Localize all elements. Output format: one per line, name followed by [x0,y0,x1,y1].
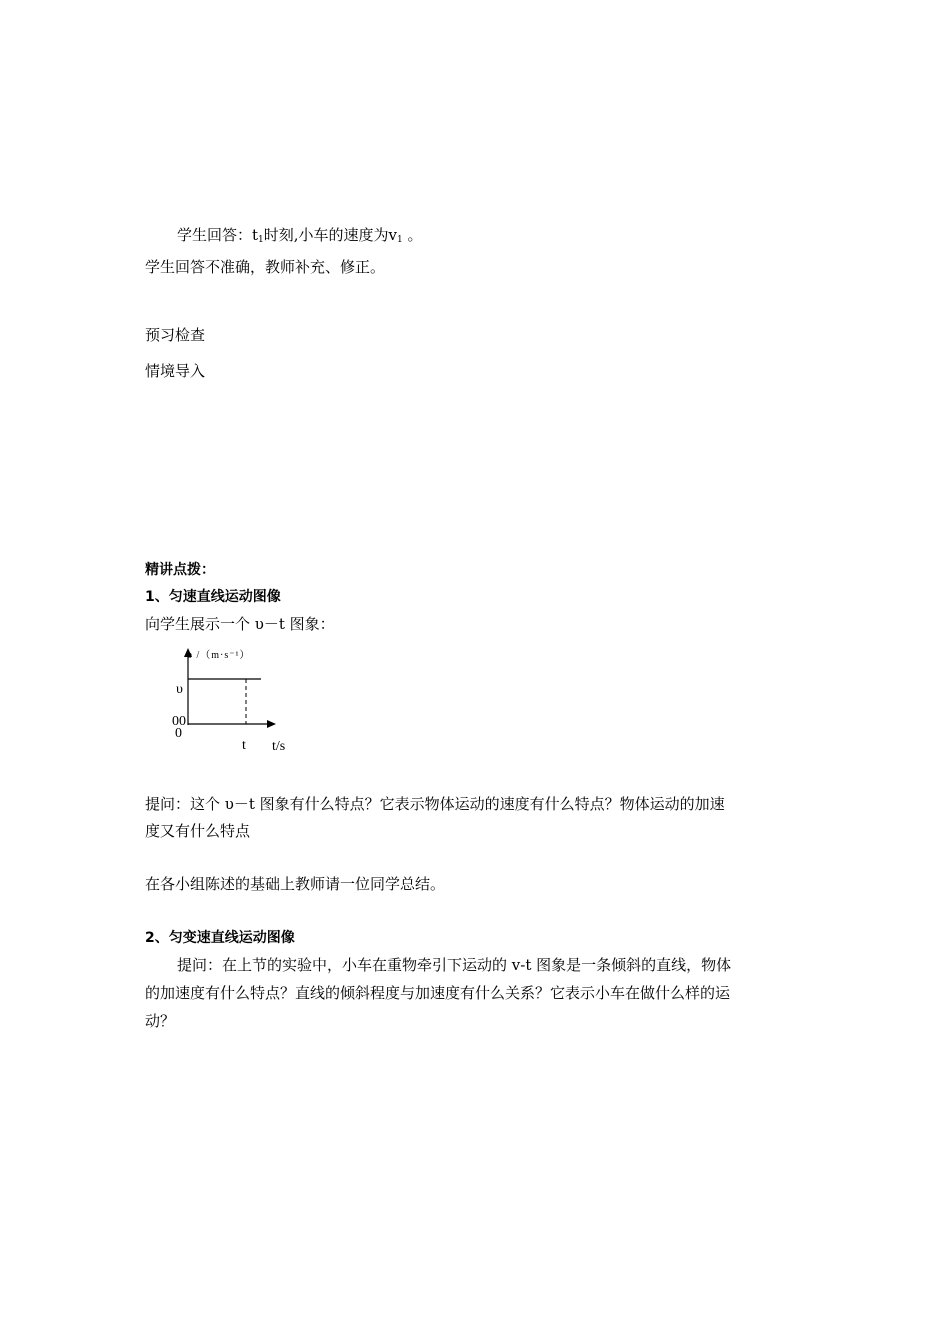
summary-line: 在各小组陈述的基础上教师请一位同学总结。 [145,875,446,893]
question-2-line-a: 提问：在上节的实验中，小车在重物牵引下运动的 v-t 图象是一条倾斜的直线，物体 [177,956,732,974]
scenario-intro-heading: 情境导入 [145,362,206,380]
vt-graph [165,645,305,760]
question-2-line-c: 动？ [145,1012,176,1030]
origin-label-b: 0 [175,726,182,741]
x-axis-arrow [267,720,276,728]
v-label: υ [176,682,183,697]
origin-label-a: 00 [172,714,186,729]
section-2-heading: 2、匀变速直线运动图像 [145,930,295,946]
key-points-heading: 精讲点拨： [145,562,215,578]
t-label: t [242,738,246,753]
preview-check-heading: 预习检查 [145,326,206,344]
student-answer-line: 学生回答：$t_1$时刻,小车的速度为$v_1$ 。 [177,226,423,245]
section-1-heading: 1、匀速直线运动图像 [145,589,281,605]
teacher-correction-line: 学生回答不准确，教师补充、修正。 [145,258,386,276]
show-graph-line: 向学生展示一个 υ－t 图象： [145,615,335,633]
question-1-line-b: 度又有什么特点 [145,822,251,840]
question-1-line-a: 提问：这个 υ－t 图象有什么特点？它表示物体运动的速度有什么特点？物体运动的加速 [145,795,725,813]
y-axis-label: υ /（m·s⁻¹） [187,650,251,661]
x-axis-label: t/s [272,739,286,754]
question-2-line-b: 的加速度有什么特点？直线的倾斜程度与加速度有什么关系？它表示小车在做什么样的运 [145,984,731,1002]
